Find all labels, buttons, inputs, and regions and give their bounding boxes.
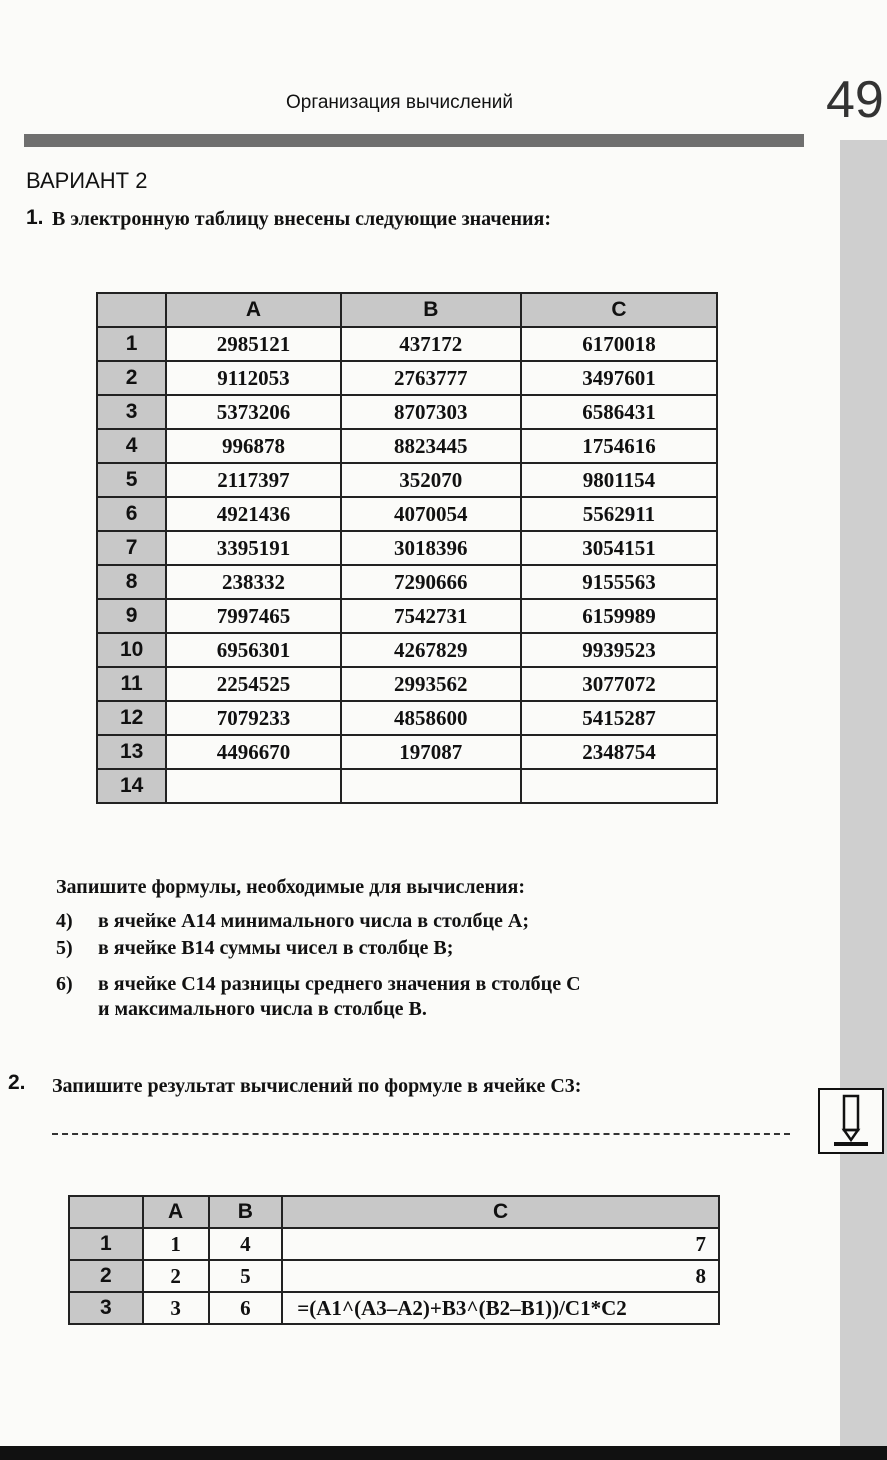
- row-header: 10: [97, 633, 166, 667]
- row-header: 3: [97, 395, 166, 429]
- table-cell: [341, 769, 521, 803]
- table-cell: 7290666: [341, 565, 521, 599]
- table-row: [69, 1228, 719, 1260]
- answer-line[interactable]: [52, 1133, 790, 1135]
- task-2-number: 2.: [8, 1071, 26, 1094]
- table-cell: 7997465: [166, 599, 340, 633]
- row-header: 12: [97, 701, 166, 735]
- row-header: 13: [97, 735, 166, 769]
- column-header: C: [282, 1196, 719, 1228]
- item-number: 6): [56, 973, 73, 995]
- table-row: [69, 1292, 719, 1324]
- table-cell: 6586431: [521, 395, 717, 429]
- table-cell: 3077072: [521, 667, 717, 701]
- table-cell: 8: [282, 1260, 719, 1292]
- row-header: 14: [97, 769, 166, 803]
- table-cell: [166, 769, 340, 803]
- item-number: 5): [56, 937, 73, 959]
- table-cell: 6: [209, 1292, 283, 1324]
- row-header: 3: [69, 1292, 143, 1324]
- row-header: 2: [69, 1260, 143, 1292]
- table-cell: 5415287: [521, 701, 717, 735]
- table-cell: 2117397: [166, 463, 340, 497]
- table-row: [97, 735, 717, 769]
- table-row: [97, 395, 717, 429]
- task-1-item: [56, 910, 796, 933]
- table-cell: 4921436: [166, 497, 340, 531]
- table-cell: 5: [209, 1260, 283, 1292]
- spreadsheet-table-1: [96, 292, 718, 804]
- table-cell: 4496670: [166, 735, 340, 769]
- table-cell: 7542731: [341, 599, 521, 633]
- table-header-row: [97, 293, 717, 327]
- bottom-edge: [0, 1446, 887, 1460]
- table-row: [97, 361, 717, 395]
- row-header: 6: [97, 497, 166, 531]
- row-header: 1: [69, 1228, 143, 1260]
- column-header: A: [166, 293, 340, 327]
- table-cell: 238332: [166, 565, 340, 599]
- table-cell: 5373206: [166, 395, 340, 429]
- table-cell: 197087: [341, 735, 521, 769]
- column-header: C: [521, 293, 717, 327]
- table-cell: 3018396: [341, 531, 521, 565]
- spreadsheet-table-2: [68, 1195, 720, 1325]
- table-row: [97, 531, 717, 565]
- table-cell: 8707303: [341, 395, 521, 429]
- table-cell: 9939523: [521, 633, 717, 667]
- page-header-title: Организация вычислений: [286, 92, 514, 113]
- table-cell: 3395191: [166, 531, 340, 565]
- row-header: 5: [97, 463, 166, 497]
- formula-cell: =(A1^(A3–A2)+B3^(B2–B1))/C1*C2: [282, 1292, 719, 1324]
- corner-cell: [97, 293, 166, 327]
- row-header: 9: [97, 599, 166, 633]
- table-cell: 9801154: [521, 463, 717, 497]
- table-row: [97, 599, 717, 633]
- table-row: [97, 429, 717, 463]
- table-cell: 7: [282, 1228, 719, 1260]
- task-1-text: В электронную таблицу внесены следующие значения:: [52, 208, 552, 230]
- table-cell: 2763777: [341, 361, 521, 395]
- table-cell: 8823445: [341, 429, 521, 463]
- variant-title: ВАРИАНТ 2: [26, 168, 148, 193]
- table-row: [97, 497, 717, 531]
- table-cell: 2985121: [166, 327, 340, 361]
- task-1-number: 1.: [26, 206, 44, 229]
- table-cell: 4858600: [341, 701, 521, 735]
- task-2-text: Запишите результат вычислений по формуле в ячейке С3:: [52, 1075, 582, 1097]
- table-cell: [521, 769, 717, 803]
- column-header: B: [341, 293, 521, 327]
- column-header: B: [209, 1196, 283, 1228]
- table-cell: 4070054: [341, 497, 521, 531]
- table-row: [97, 667, 717, 701]
- header-rule: [24, 134, 804, 147]
- page-edge-strip: [840, 140, 887, 1450]
- pencil-icon: [818, 1088, 884, 1154]
- table-row: [97, 463, 717, 497]
- table-cell: 5562911: [521, 497, 717, 531]
- table-row: [69, 1260, 719, 1292]
- task-1-item: [56, 972, 796, 1022]
- table-cell: 996878: [166, 429, 340, 463]
- task-1-item: [56, 937, 796, 960]
- table-cell: 1754616: [521, 429, 717, 463]
- table-cell: 3497601: [521, 361, 717, 395]
- table-row: [97, 769, 717, 803]
- table-row: [97, 327, 717, 361]
- table-cell: 2: [143, 1260, 209, 1292]
- table-cell: 1: [143, 1228, 209, 1260]
- item-text: в ячейке A14 минимального числа в столбце A;: [98, 910, 530, 932]
- table-cell: 352070: [341, 463, 521, 497]
- row-header: 8: [97, 565, 166, 599]
- table-cell: 2254525: [166, 667, 340, 701]
- table-cell: 6956301: [166, 633, 340, 667]
- table-cell: 6170018: [521, 327, 717, 361]
- table-cell: 2993562: [341, 667, 521, 701]
- table-cell: 6159989: [521, 599, 717, 633]
- table-cell: 9112053: [166, 361, 340, 395]
- task-1-instruction: Запишите формулы, необходимые для вычисления:: [56, 876, 526, 898]
- table-row: [97, 565, 717, 599]
- corner-cell: [69, 1196, 143, 1228]
- item-text: в ячейке B14 суммы чисел в столбце B;: [98, 937, 454, 959]
- page-number: 49: [826, 71, 884, 129]
- row-header: 1: [97, 327, 166, 361]
- table-cell: 2348754: [521, 735, 717, 769]
- table-row: [97, 701, 717, 735]
- table-cell: 4: [209, 1228, 283, 1260]
- table-cell: 437172: [341, 327, 521, 361]
- table-cell: 3054151: [521, 531, 717, 565]
- table-row: [97, 633, 717, 667]
- table-header-row: [69, 1196, 719, 1228]
- item-number: 4): [56, 910, 73, 932]
- table-cell: 4267829: [341, 633, 521, 667]
- row-header: 7: [97, 531, 166, 565]
- table-cell: 7079233: [166, 701, 340, 735]
- table-cell: 3: [143, 1292, 209, 1324]
- row-header: 11: [97, 667, 166, 701]
- item-text-continuation: и максимального числа в столбце B.: [98, 998, 427, 1020]
- row-header: 2: [97, 361, 166, 395]
- column-header: A: [143, 1196, 209, 1228]
- row-header: 4: [97, 429, 166, 463]
- item-text: в ячейке C14 разницы среднего значения в столбце C: [98, 973, 581, 995]
- table-cell: 9155563: [521, 565, 717, 599]
